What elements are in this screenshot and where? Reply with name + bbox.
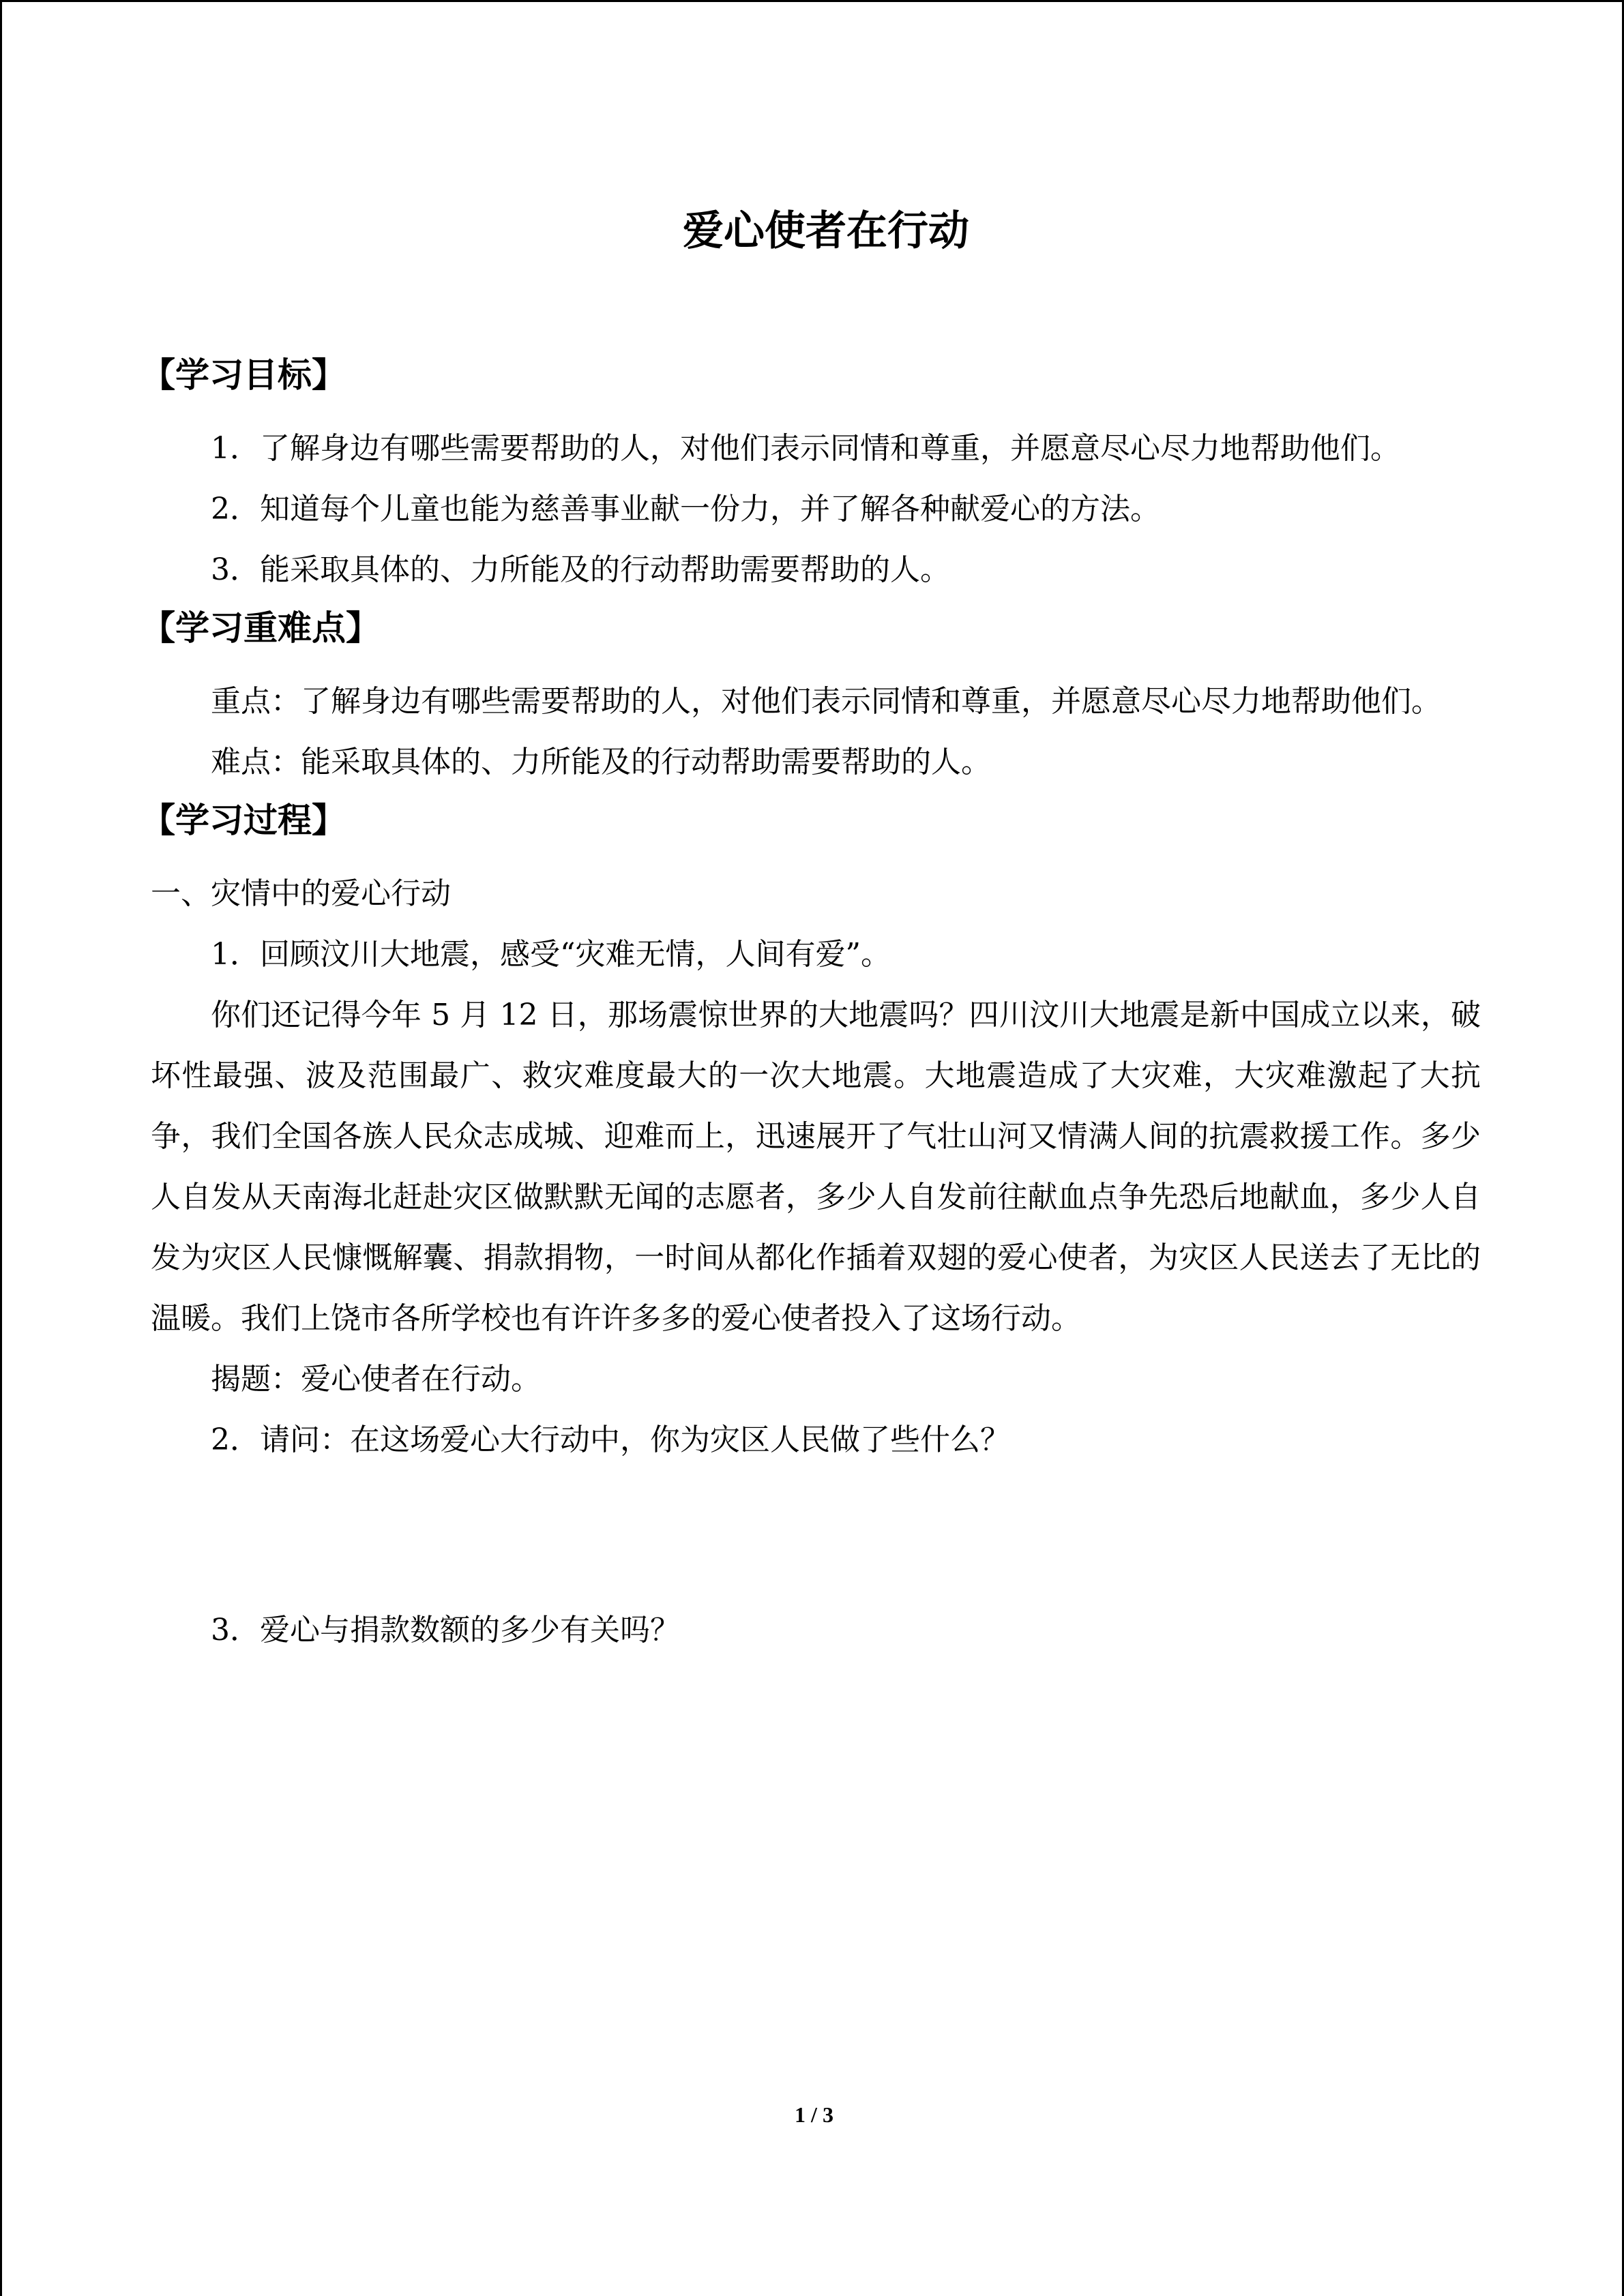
document-title: 爱心使者在行动 xyxy=(683,207,969,255)
process-part1-title: 一、灾情中的爱心行动 xyxy=(151,876,451,911)
document-content xyxy=(141,204,1481,1660)
section-heading-keypoints: 【学习重难点】 xyxy=(141,608,380,648)
page-number: 1 / 3 xyxy=(795,2102,833,2127)
answer-space xyxy=(151,1470,1481,1600)
goal-item-2: 2．知道每个儿童也能为慈善事业献一份力，并了解各种献爱心的方法。 xyxy=(211,492,1160,526)
process-step-1: 1．回顾汶川大地震，感受“灾难无情，人间有爱”。 xyxy=(211,937,891,972)
section-heading-goals: 【学习目标】 xyxy=(141,355,346,395)
goal-item-3: 3．能采取具体的、力所能及的行动帮助需要帮助的人。 xyxy=(211,552,950,587)
process-reveal: 揭题：爱心使者在行动。 xyxy=(211,1362,541,1397)
keypoint-difficulty: 难点：能采取具体的、力所能及的行动帮助需要帮助的人。 xyxy=(211,745,991,779)
process-paragraph: 你们还记得今年 5 月 12 日，那场震惊世界的大地震吗？四川汶川大地震是新中国成立以来，破坏性最强、波及范围最广、救灾难度最大的一次大地震。大地震造成了大灾难，大灾难激起了大抗争，我们全国各族人民众志成城、迎难而上，迅速展开了气壮山河又情满人间的抗震救援工作。多少人自发从天南海北赶赴灾区做默默无闻的志愿者，多少人自发前往献血点争先恐后地献血，多少人自发为灾区人民慷慨解囊、捐款捐物，一时间从都化作插着双翅的爱心使者，为灾区人民送去了无比的温暖。我们上饶市各所学校也有许许多多的爱心使者投入了这场行动。 xyxy=(151,998,1481,1336)
keypoint-focus: 重点：了解身边有哪些需要帮助的人，对他们表示同情和尊重，并愿意尽心尽力地帮助他们。 xyxy=(211,684,1441,719)
section-heading-process: 【学习过程】 xyxy=(141,801,346,840)
process-step-3: 3．爱心与捐款数额的多少有关吗？ xyxy=(211,1613,680,1648)
process-step-2: 2．请问：在这场爱心大行动中，你为灾区人民做了些什么？ xyxy=(211,1422,1010,1457)
goal-item-1: 1．了解身边有哪些需要帮助的人，对他们表示同情和尊重，并愿意尽心尽力地帮助他们。 xyxy=(211,431,1400,466)
